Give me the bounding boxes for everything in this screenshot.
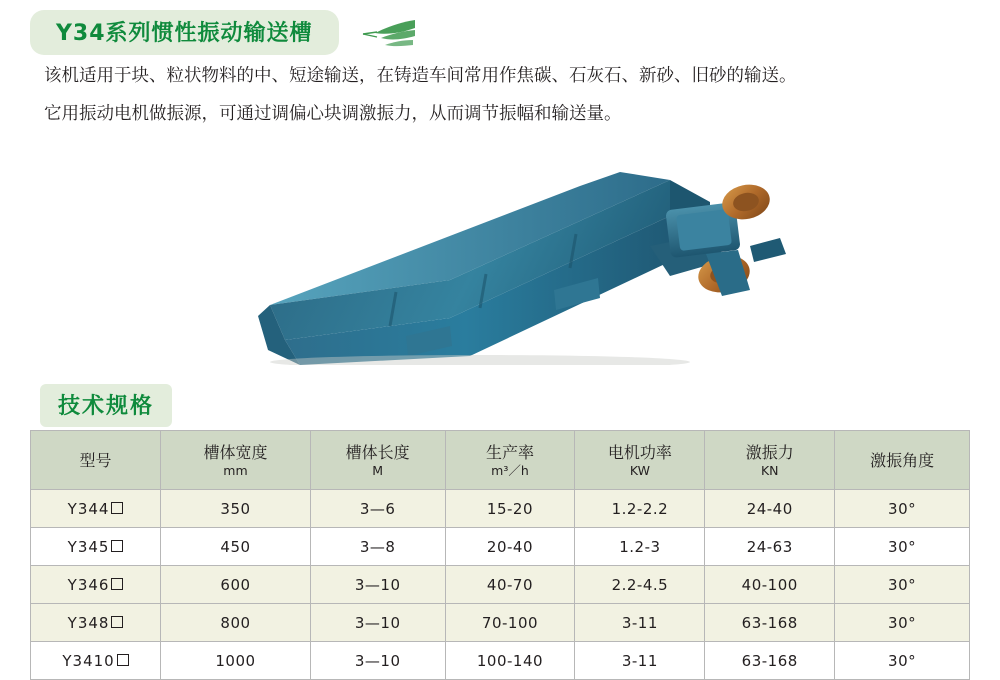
title-pill [30,10,339,55]
page-title-banner [30,10,417,55]
model-suffix-box [111,578,123,590]
intro-paragraphs [44,62,974,138]
cell-model: Y348 [31,604,161,642]
spec-table [30,430,970,680]
col-power: 电机功率 KW [575,431,705,490]
table-row [31,604,970,642]
col-width: 槽体宽度 mm [161,431,311,490]
leaf-decoration-icon [361,16,417,50]
cell-angle: 30° [835,566,970,604]
cell-capacity: 40-70 [445,566,575,604]
cell-width: 1000 [161,642,311,680]
cell-capacity: 100-140 [445,642,575,680]
cell-power: 1.2-3 [575,528,705,566]
spec-table-header [31,431,970,490]
cell-length: 3—10 [310,604,445,642]
col-length: 槽体长度 M [310,431,445,490]
cell-force: 63-168 [705,642,835,680]
model-suffix-box [111,540,123,552]
product-photo [150,150,850,365]
cell-length: 3—8 [310,528,445,566]
cell-capacity: 70-100 [445,604,575,642]
cell-width: 600 [161,566,311,604]
cell-width: 450 [161,528,311,566]
cell-force: 24-40 [705,490,835,528]
cell-capacity: 20-40 [445,528,575,566]
col-capacity: 生产率 m³／h [445,431,575,490]
cell-angle: 30° [835,642,970,680]
cell-power: 3-11 [575,604,705,642]
cell-angle: 30° [835,604,970,642]
cell-angle: 30° [835,528,970,566]
cell-force: 63-168 [705,604,835,642]
table-row [31,642,970,680]
cell-model: Y346 [31,566,161,604]
cell-model: Y345 [31,528,161,566]
cell-length: 3—10 [310,642,445,680]
table-header-row [31,431,970,490]
cell-force: 40-100 [705,566,835,604]
cell-power: 1.2-2.2 [575,490,705,528]
spec-table-body [31,490,970,680]
intro-line-2: 它用振动电机做振源，可通过调偏心块调激振力，从而调节振幅和输送量。 [44,104,622,124]
cell-length: 3—6 [310,490,445,528]
spec-section-heading [40,384,172,427]
cell-power: 3-11 [575,642,705,680]
col-angle: 激振角度 [835,431,970,490]
cell-model: Y3410 [31,642,161,680]
table-row [31,528,970,566]
model-suffix-box [111,616,123,628]
intro-line-1: 该机适用于块、粒状物料的中、短途输送，在铸造车间常用作焦碳、石灰石、新砂、旧砂的输送。 [44,66,797,86]
table-row [31,490,970,528]
model-suffix-box [111,502,123,514]
cell-model: Y344 [31,490,161,528]
page-title: Y34系列惯性振动输送槽 [56,21,313,46]
spec-heading-text: 技术规格 [58,393,155,419]
cell-capacity: 15-20 [445,490,575,528]
cell-power: 2.2-4.5 [575,566,705,604]
cell-angle: 30° [835,490,970,528]
cell-width: 350 [161,490,311,528]
cell-force: 24-63 [705,528,835,566]
table-row [31,566,970,604]
col-force: 激振力 KN [705,431,835,490]
col-model: 型号 [31,431,161,490]
cell-length: 3—10 [310,566,445,604]
cell-width: 800 [161,604,311,642]
